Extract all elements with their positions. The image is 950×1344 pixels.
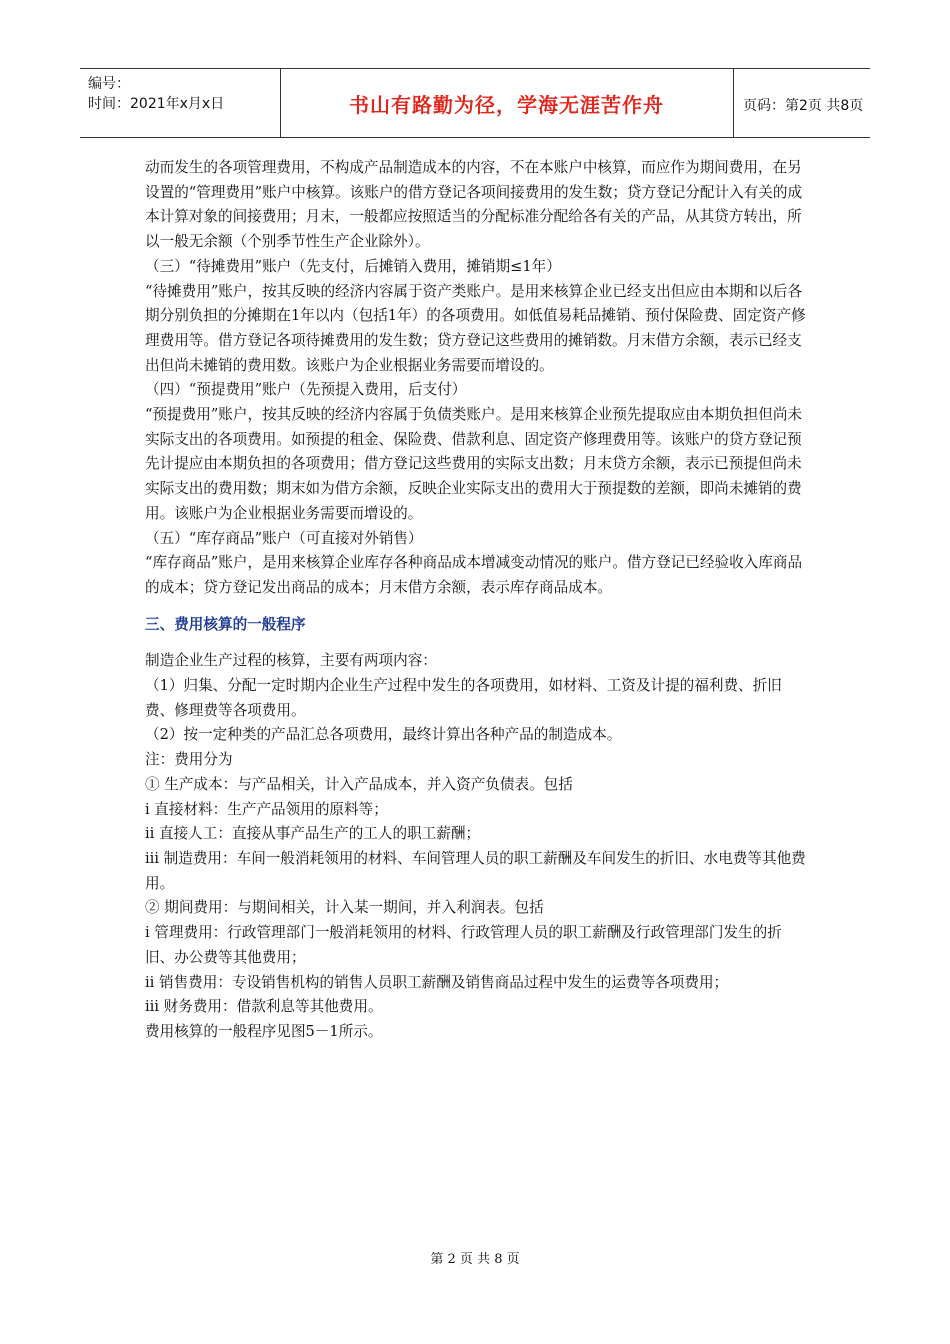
header-motto-cell: [280, 69, 734, 137]
list-item: ⅲ 制造费用：车间一般消耗领用的材料、车间管理人员的职工薪酬及车间发生的折旧、水电费等其他费用。: [145, 849, 806, 892]
list-item: ⅱ 销售费用：专设销售机构的销售人员职工薪酬及销售商品过程中发生的运费等各项费用；: [145, 973, 729, 991]
paragraph: 费用核算的一般程序见图5－1所示。: [145, 1022, 383, 1040]
document-body: [145, 156, 810, 1045]
list-item: ① 生产成本：与产品相关，计入产品成本，并入资产负债表。包括: [145, 775, 573, 793]
paragraph: “库存商品”账户，是用来核算企业库存各种商品成本增减变动情况的账户。借方登记已经验收入库商品的成本；贷方登记发出商品的成本；月末借方余额，表示库存商品成本。: [145, 554, 803, 596]
list-item: ⅰ 直接材料：生产产品领用的原料等；: [145, 800, 388, 818]
list-item: （1）归集、分配一定时期内企业生产过程中发生的各项费用，如材料、工资及计提的福利费、折旧费、修理费等各项费用。: [145, 677, 782, 719]
list-item: ② 期间费用：与期间相关，计入某一期间，并入利润表。包括: [145, 899, 544, 917]
paragraph: 动而发生的各项管理费用，不构成产品制造成本的内容，不在本账户中核算，而应作为期间费用，在另设置的“管理费用”账户中核算。该账户的借方登记各项间接费用的发生数；贷方登记分配计入有关的成本计算对象的间接费用；月末，一般都应按照适当的分配标准分配给各有关的产品，从其贷方转出，所以一般无余额（个别季节性生产企业除外）。: [145, 159, 803, 251]
subheading-accrued-expenses: （四）“预提费用”账户（先预提入费用，后支付）: [145, 381, 467, 399]
header-motto: 书山有路勤为径，学海无涯苦作舟: [349, 93, 664, 117]
note-label: 注：费用分为: [145, 751, 233, 769]
paragraph: “预提费用”账户，按其反映的经济内容属于负债类账户。是用来核算企业预先提取应由本期负担但尚未实际支出的各项费用。如预提的租金、保险费、借款利息、固定资产修理费用等。该账户的贷方登记预先计提应由本期负担的各项费用；借方登记这些费用的实际支出数；月末贷方余额，表示已预提但尚未实际支出的费用数；期末如为借方余额，反映企业实际支出的费用大于预提数的差额，即尚未摊销的费用。该账户为企业根据业务需要而增设的。: [145, 406, 803, 522]
page-header: [80, 68, 870, 138]
header-page-number: 页码：第2页 共8页: [743, 98, 864, 114]
doc-number-label: 编号：: [88, 76, 130, 92]
header-page-cell: [733, 69, 870, 137]
paragraph: 制造企业生产过程的核算，主要有两项内容：: [145, 652, 437, 670]
subheading-deferred-expenses: （三）“待摊费用”账户（先支付，后摊销入费用，摊销期≤1年）: [145, 257, 561, 275]
page-footer: 第 2 页 共 8 页: [430, 1252, 520, 1267]
list-item: ⅲ 财务费用：借款利息等其他费用。: [145, 998, 383, 1016]
subheading-inventory: （五）“库存商品”账户（可直接对外销售）: [145, 529, 423, 547]
list-item: ⅱ 直接人工：直接从事产品生产的工人的职工薪酬；: [145, 825, 481, 843]
doc-date-label: 时间：2021年x月x日: [88, 96, 225, 112]
list-item: （2）按一定种类的产品汇总各项费用，最终计算出各种产品的制造成本。: [145, 726, 622, 744]
section-title: 三、费用核算的一般程序: [145, 615, 306, 633]
list-item: ⅰ 管理费用：行政管理部门一般消耗领用的材料、行政管理人员的职工薪酬及行政管理部门发生的折旧、办公费等其他费用；: [145, 924, 782, 966]
paragraph: “待摊费用”账户，按其反映的经济内容属于资产类账户。是用来核算企业已经支出但应由本期和以后各期分别负担的分摊期在1年以内（包括1年）的各项费用。如低值易耗品摊销、预付保险费、固定资产修理费用等。借方登记各项待摊费用的发生数；贷方登记这些费用的摊销数。月末借方余额，表示已经支出但尚未摊销的费用数。该账户为企业根据业务需要而增设的。: [145, 282, 806, 374]
header-meta: [80, 69, 281, 137]
